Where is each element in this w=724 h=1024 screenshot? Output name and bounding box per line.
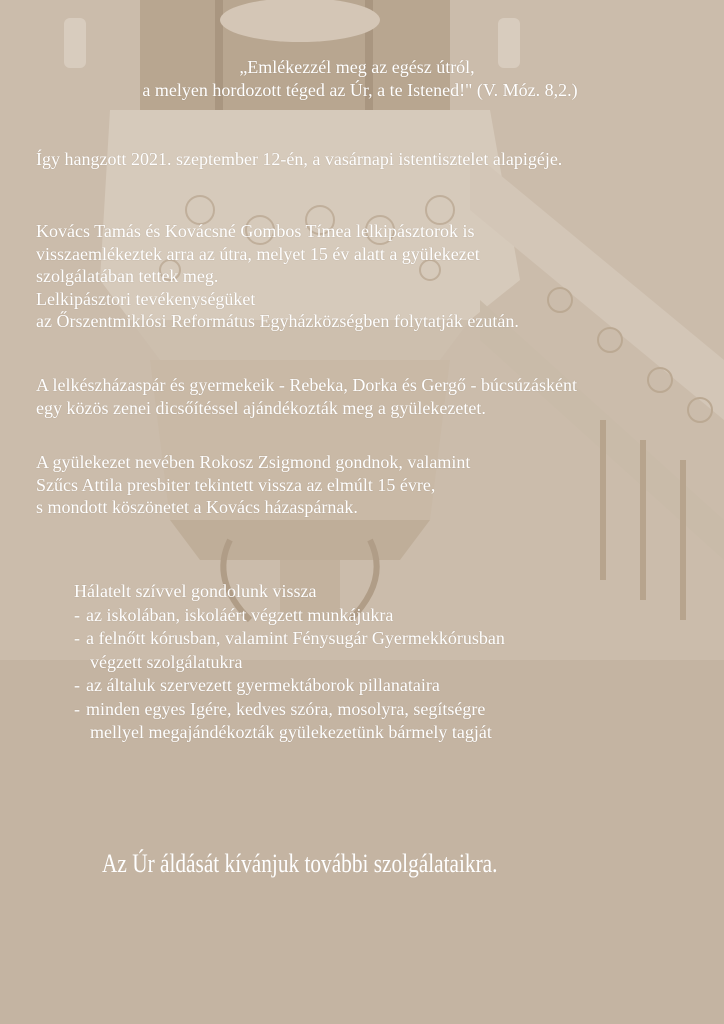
quote-line-2: a melyen hordozott téged az Úr, a te Istened!" (V. Móz. 8,2.) (142, 79, 578, 100)
list-item-line: mellyel megajándékozták gyülekezetünk bármely tagját (90, 722, 492, 742)
paragraph-line: Kovács Tamás és Kovácsné Gombos Tímea lelkipásztorok is (36, 221, 475, 241)
list-item-text (86, 698, 492, 745)
paragraph-line: s mondott köszönetet a Kovács házaspárnak. (36, 497, 358, 517)
bible-quote (40, 56, 720, 101)
list-item-line: végzett szolgálatukra (90, 651, 243, 672)
paragraph-line: szolgálatában tettek meg. (36, 266, 219, 286)
list-item-line: az általuk szervezett gyermektáborok pillanataira (86, 675, 440, 695)
list-item (74, 674, 505, 698)
paragraph-line: az Őrszentmiklósi Református Egyházközségben folytatják ezután. (36, 311, 519, 331)
intro-text: Így hangzott 2021. szeptember 12-én, a vasárnapi istentisztelet alapigéje. (36, 149, 563, 169)
paragraph-line: visszaemlékeztek arra az útra, melyet 15 év alatt a gyülekezet (36, 243, 480, 264)
list-item (74, 627, 505, 674)
list-item-text (86, 674, 440, 698)
paragraph-congregation (36, 451, 470, 519)
paragraph-line: Lelkipásztori tevékenységüket (36, 288, 256, 309)
paragraph-pastors (36, 220, 519, 333)
list-item-line: az iskolában, iskoláért végzett munkájukra (86, 604, 394, 625)
list-item (74, 604, 505, 628)
list-item-line: a felnőtt kórusban, valamint Fénysugár Gyermekkórusban (86, 628, 505, 648)
list-dash: - (74, 675, 80, 695)
gratitude-heading: Hálatelt szívvel gondolunk vissza (74, 581, 317, 601)
list-item-line: minden egyes Igére, kedves szóra, mosolyra, segítségre (86, 698, 486, 719)
closing-blessing: Az Úr áldását kívánjuk további szolgálataikra. (102, 849, 498, 878)
paragraph-line: A gyülekezet nevében Rokosz Zsigmond gondnok, valamint (36, 452, 471, 472)
list-item-text (86, 604, 393, 628)
quote-line-1: „Emlékezzél meg az egész útról, (239, 57, 475, 77)
list-dash: - (74, 698, 80, 719)
list-dash: - (74, 604, 80, 625)
paragraph-family (36, 374, 577, 419)
list-dash: - (74, 628, 80, 648)
list-item (74, 698, 505, 745)
paragraph-line: egy közös zenei dicsőítéssel ajándékozták meg a gyülekezetet. (36, 397, 486, 418)
paragraph-line: A lelkészházaspár és gyermekeik - Rebeka, Dorka és Gergő - búcsúzásként (36, 375, 577, 395)
paragraph-line: Szűcs Attila presbiter tekintett vissza az elmúlt 15 évre, (36, 474, 436, 495)
list-item-text (86, 627, 505, 674)
gratitude-list (74, 580, 505, 745)
